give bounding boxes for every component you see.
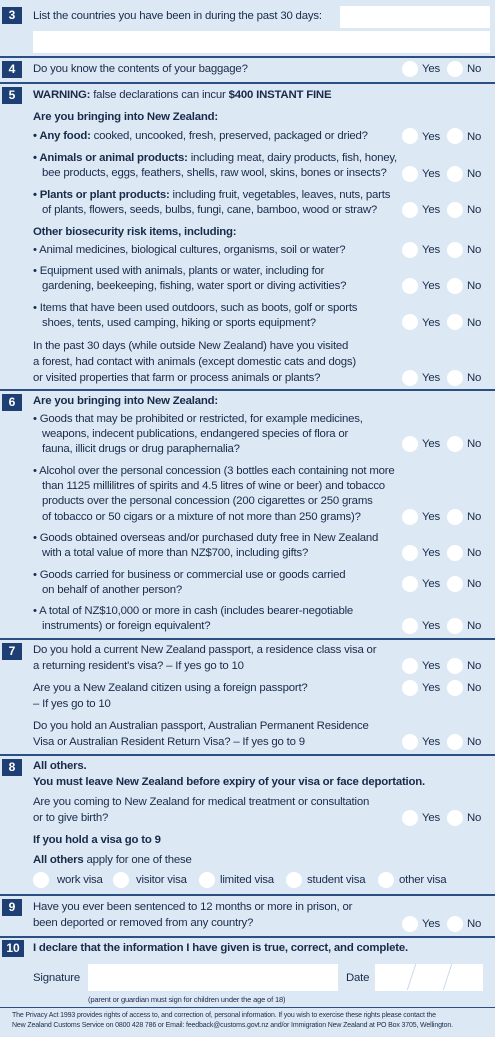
visitor-visa-radio[interactable] [113,872,129,888]
yes-label: Yes [422,168,440,180]
section-divider [0,82,495,84]
plant-question-line2: of plants, flowers, seeds, bulbs, fungi, cane, bamboo, wood or straw? [42,204,378,216]
alcohol-question: • Alcohol over the personal concession (3 bottles each containing not more [33,465,395,477]
prison-yes-radio[interactable] [402,916,418,932]
plant-question: • Plants or plant products: including fruit, vegetables, leaves, nuts, parts [33,189,391,201]
alcohol-yes-radio[interactable] [402,509,418,525]
work-visa-label: work visa [57,874,103,886]
limited-visa-radio[interactable] [199,872,215,888]
nz-citizen-question: Are you a New Zealand citizen using a foreign passport? [33,682,308,694]
section-5-heading: Are you bringing into New Zealand: [33,111,218,123]
no-label: No [467,578,482,590]
nz-citizen-no-radio[interactable] [447,680,463,696]
medical-question: Are you coming to New Zealand for medical treatment or consultation [33,796,370,808]
no-label: No [467,317,482,329]
yes-label: Yes [422,812,440,824]
food-question: • Any food: cooked, uncooked, fresh, preserved, packaged or dried? [33,130,368,142]
no-label: No [467,168,482,180]
other-visa-radio[interactable] [378,872,394,888]
yes-label: Yes [422,682,440,694]
visitor-visa-label: visitor visa [136,874,187,886]
no-label: No [467,736,482,748]
business-yes-radio[interactable] [402,576,418,592]
no-label: No [467,660,482,672]
prison-question: Have you ever been sentenced to 12 months or more in prison, or [33,901,353,913]
cash-question-line2: instruments) or foreign equivalent? [42,620,211,632]
medical-no-radio[interactable] [447,810,463,826]
yes-label: Yes [422,244,440,256]
nz-passport-no-radio[interactable] [447,658,463,674]
forest-yes-radio[interactable] [402,370,418,386]
equipment-yes-radio[interactable] [402,278,418,294]
section-6-heading: Are you bringing into New Zealand: [33,395,218,407]
prison-question-line2: been deported or removed from any country? [33,917,254,929]
section-number-7: 7 [2,643,22,660]
no-label: No [467,620,482,632]
limited-visa-label: limited visa [220,874,274,886]
equipment-question: • Equipment used with animals, plants or water, including for [33,265,325,277]
plant-no-radio[interactable] [447,202,463,218]
outdoor-no-radio[interactable] [447,314,463,330]
australian-no-radio[interactable] [447,734,463,750]
yes-label: Yes [422,131,440,143]
section-number-8: 8 [2,759,22,776]
countries-question: List the countries you have been in during the past 30 days: [33,10,322,22]
section-divider [0,1007,495,1008]
prohibited-yes-radio[interactable] [402,436,418,452]
section-number-6: 6 [2,394,22,411]
nz-citizen-yes-radio[interactable] [402,680,418,696]
no-label: No [467,511,482,523]
section-number-4: 4 [2,61,22,78]
forest-question-line2: a forest, had contact with animals (except domestic cats and dogs) [33,356,356,368]
yes-label: Yes [422,438,440,450]
yes-label: Yes [422,736,440,748]
animal-yes-radio[interactable] [402,166,418,182]
visa-instruction: If you hold a visa go to 9 [33,834,161,846]
food-yes-radio[interactable] [402,128,418,144]
other-risk-heading: Other biosecurity risk items, including: [33,226,237,238]
deportation-warning: You must leave New Zealand before expiry of your visa or face deportation. [33,776,425,788]
no-label: No [467,280,482,292]
yes-label: Yes [422,511,440,523]
guardian-note: (parent or guardian must sign for children under the age of 18) [88,995,286,1004]
date-field[interactable] [375,964,483,991]
food-no-radio[interactable] [447,128,463,144]
outdoor-items-question-line2: shoes, tents, used camping, hiking or sports equipment? [42,317,316,329]
countries-field-2[interactable] [33,31,490,53]
privacy-note-line2: New Zealand Customs Service on 0800 428 786 or Email: feedback@customs.govt.nz and/or Immigration New Zealand at PO Box 3705, Wellington. [12,1022,453,1029]
work-visa-radio[interactable] [33,872,49,888]
duty-free-no-radio[interactable] [447,545,463,561]
no-label: No [467,63,482,75]
alcohol-question-line3: products over the personal concession (200 cigarettes or 250 grams [42,495,373,507]
medicines-question: • Animal medicines, biological cultures, organisms, soil or water? [33,244,346,256]
prohibited-goods-line3: fauna, illicit drugs or drug paraphernalia? [42,443,240,455]
business-goods-question: • Goods carried for business or commercial use or goods carried [33,569,346,581]
animal-no-radio[interactable] [447,166,463,182]
section-divider [0,936,495,938]
section-divider [0,754,495,756]
baggage-no-radio[interactable] [447,61,463,77]
yes-label: Yes [422,204,440,216]
alcohol-no-radio[interactable] [447,509,463,525]
australian-passport-question-line2: Visa or Australian Resident Return Visa? – If yes go to 9 [33,736,305,748]
forest-question: In the past 30 days (while outside New Zealand) have you visited [33,340,349,352]
no-label: No [467,682,482,694]
section-divider [0,638,495,640]
alcohol-question-line4: of tobacco or 50 cigars or a mixture of not more than 250 grams)? [42,511,361,523]
no-label: No [467,244,482,256]
duty-free-yes-radio[interactable] [402,545,418,561]
yes-label: Yes [422,620,440,632]
cash-no-radio[interactable] [447,618,463,634]
duty-free-question: • Goods obtained overseas and/or purchased duty free in New Zealand [33,532,379,544]
yes-label: Yes [422,547,440,559]
outdoor-yes-radio[interactable] [402,314,418,330]
yes-label: Yes [422,918,440,930]
cash-question: • A total of NZ$10,000 or more in cash (includes bearer-negotiable [33,605,354,617]
animal-question: • Animals or animal products: including meat, dairy products, fish, honey, [33,152,397,164]
section-number-3: 3 [2,7,22,24]
prison-no-radio[interactable] [447,916,463,932]
forest-no-radio[interactable] [447,370,463,386]
yes-label: Yes [422,578,440,590]
equipment-question-line2: gardening, beekeeping, fishing, water sport or diving activities? [42,280,347,292]
outdoor-items-question: • Items that have been used outdoors, such as boots, golf or sports [33,302,358,314]
prohibited-no-radio[interactable] [447,436,463,452]
yes-label: Yes [422,317,440,329]
other-visa-label: other visa [399,874,447,886]
student-visa-label: student visa [307,874,366,886]
declaration-text: I declare that the information I have given is true, correct, and complete. [33,942,408,954]
yes-label: Yes [422,372,440,384]
equipment-no-radio[interactable] [447,278,463,294]
baggage-yes-radio[interactable] [402,61,418,77]
australian-yes-radio[interactable] [402,734,418,750]
apply-instruction: All others apply for one of these [33,854,192,866]
no-label: No [467,918,482,930]
warning-text: WARNING: false declarations can incur $400 INSTANT FINE [33,89,332,101]
no-label: No [467,438,482,450]
section-divider [0,389,495,391]
cash-yes-radio[interactable] [402,618,418,634]
section-number-10: 10 [2,940,24,957]
student-visa-radio[interactable] [286,872,302,888]
section-divider [0,894,495,896]
nz-citizen-question-line2: – If yes go to 10 [33,698,111,710]
yes-label: Yes [422,63,440,75]
prohibited-goods-question: • Goods that may be prohibited or restricted, for example medicines, [33,413,363,425]
medical-question-line2: or to give birth? [33,812,109,824]
section-divider [0,56,495,58]
date-label: Date [346,972,370,984]
plant-yes-radio[interactable] [402,202,418,218]
no-label: No [467,812,482,824]
alcohol-question-line2: than 1125 millilitres of spirits and 4.5 litres of wine or beer) and tobacco [42,480,385,492]
section-number-5: 5 [2,87,22,104]
nz-passport-question: Do you hold a current New Zealand passport, a residence class visa or [33,644,377,656]
nz-passport-yes-radio[interactable] [402,658,418,674]
yes-label: Yes [422,280,440,292]
yes-label: Yes [422,660,440,672]
business-no-radio[interactable] [447,576,463,592]
all-others-heading: All others. [33,760,87,772]
business-goods-question-line2: on behalf of another person? [42,584,183,596]
medical-yes-radio[interactable] [402,810,418,826]
prohibited-goods-line2: weapons, indecent publications, endangered species of flora or [42,428,349,440]
forest-question-line3: or visited properties that farm or process animals or plants? [33,372,321,384]
nz-passport-question-line2: a returning resident's visa? – If yes go to 10 [33,660,244,672]
section-number-9: 9 [2,899,22,916]
medicines-no-radio[interactable] [447,242,463,258]
australian-passport-question: Do you hold an Australian passport, Australian Permanent Residence [33,720,369,732]
privacy-note: The Privacy Act 1993 provides rights of access to, and correction of, personal information. If you wish to exercise these rights please contact the [12,1012,436,1019]
countries-field-1[interactable] [340,6,490,28]
duty-free-question-line2: with a total value of more than NZ$700, including gifts? [42,547,309,559]
no-label: No [467,131,482,143]
animal-question-line2: bee products, eggs, feathers, shells, raw wool, skins, bones or insects? [42,167,387,179]
signature-field[interactable] [88,964,338,991]
no-label: No [467,547,482,559]
no-label: No [467,204,482,216]
signature-label: Signature [33,972,80,984]
baggage-question: Do you know the contents of your baggage? [33,63,248,75]
medicines-yes-radio[interactable] [402,242,418,258]
no-label: No [467,372,482,384]
